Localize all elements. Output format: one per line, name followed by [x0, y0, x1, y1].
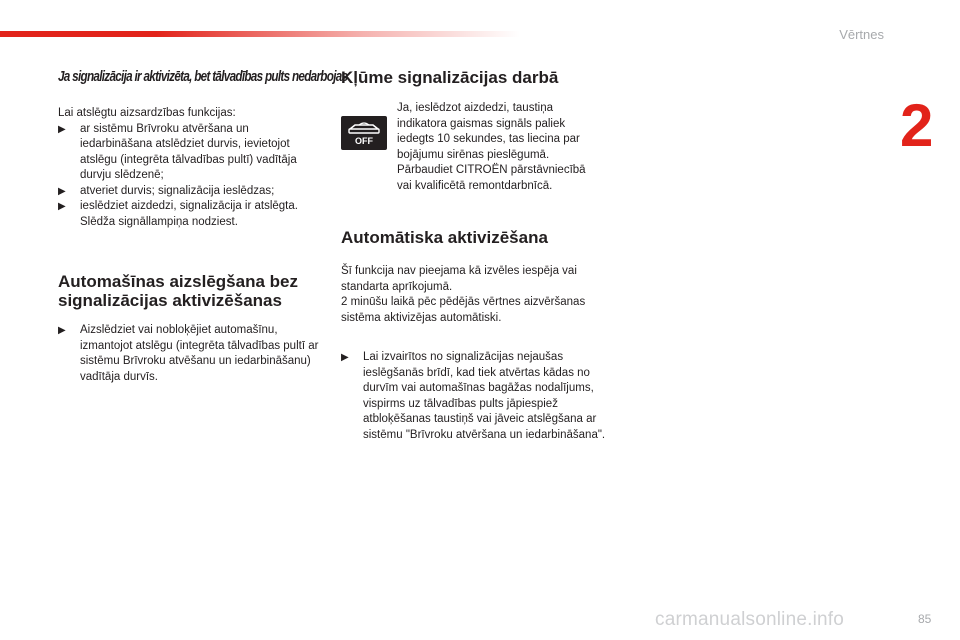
section-label: Vērtnes	[839, 27, 884, 42]
list-item: ▶ Aizslēdziet vai nobloķējiet automašīnu, izmantojot atslēgu (integrēta tālvadības pultī ar sistēmu Brīvroku atvēšanu un iedarbināšanu) vadītāja durvīs.	[58, 324, 319, 383]
left-column	[58, 68, 348, 385]
bullet-icon: ▶	[58, 185, 66, 197]
right-column	[341, 68, 611, 443]
bullet-list-lock	[58, 323, 323, 385]
bullet-list-disarm	[58, 122, 323, 231]
header-accent-bar	[0, 31, 520, 37]
heading-remote-not-working: Ja signalizācija ir aktivizēta, bet tālvadības pults nedarbojas	[58, 68, 348, 85]
heading-lock-without-alarm: Automašīnas aizslēgšana bez signalizācijas aktivizēšanas	[58, 272, 298, 310]
auto-text-2: 2 minūšu laikā pēc pēdējās vērtnes aizvēršanas sistēma aktivizējas automātiski.	[341, 296, 586, 324]
bullet-icon: ▶	[58, 123, 66, 135]
watermark: carmanualsonline.info	[655, 609, 845, 630]
list-item: ▶ ieslēdziet aizdedzi, signalizācija ir atslēgta. Slēdža signāllampiņa nodziest.	[58, 200, 298, 228]
bullet-icon: ▶	[58, 325, 66, 336]
chapter-number: 2	[900, 92, 934, 159]
heading-alarm-fault: Kļūme signalizācijas darbā	[341, 68, 559, 87]
list-item: ▶ ar sistēmu Brīvroku atvēršana un iedarbināšana atslēdziet durvis, ievietojot atslēgu (integrēta tālvadības pultī) vadītāja durvju slēdzenē;	[58, 122, 297, 181]
auto-text-1: Šī funkcija nav pieejama kā izvēles iespēja vai standarta aprīkojumā.	[341, 265, 577, 293]
icon-off-label: OFF	[355, 136, 373, 146]
bullet-icon: ▶	[341, 352, 349, 363]
bullet-list-auto	[341, 350, 611, 443]
fault-text: Ja, ieslēdzot aizdedzi, taustiņa indikatora gaismas signāls paliek iedegts 10 sekundes, tas liecina par bojājumu sirēnas pieslēgumā. Pārbaudiet CITROËN pārstāvniecībā vai kvalificētā remontdarbnīcā.	[397, 102, 586, 192]
list-item: ▶ atveriet durvis; signalizācija ieslēdzas;	[58, 184, 323, 200]
list-item: ▶ Lai izvairītos no signalizācijas nejaušas ieslēgšanās brīdī, kad tiek atvērtas kādas no durvīm vai automašīnas bagāžas nodalījums, vispirms uz tālvadības pults jāpiespiež atbloķēšanas taustiņš vai jāveic atslēgšana ar sistēmu "Brīvroku atvēršana un iedarbināšana".	[341, 351, 606, 441]
intro-text: Lai atslēgtu aizsardzības funkcijas:	[58, 107, 236, 119]
bullet-icon: ▶	[58, 201, 66, 212]
alarm-off-icon	[341, 116, 387, 150]
page-number: 85	[918, 612, 932, 626]
heading-auto-activation: Automātiska aktivizēšana	[341, 228, 548, 247]
